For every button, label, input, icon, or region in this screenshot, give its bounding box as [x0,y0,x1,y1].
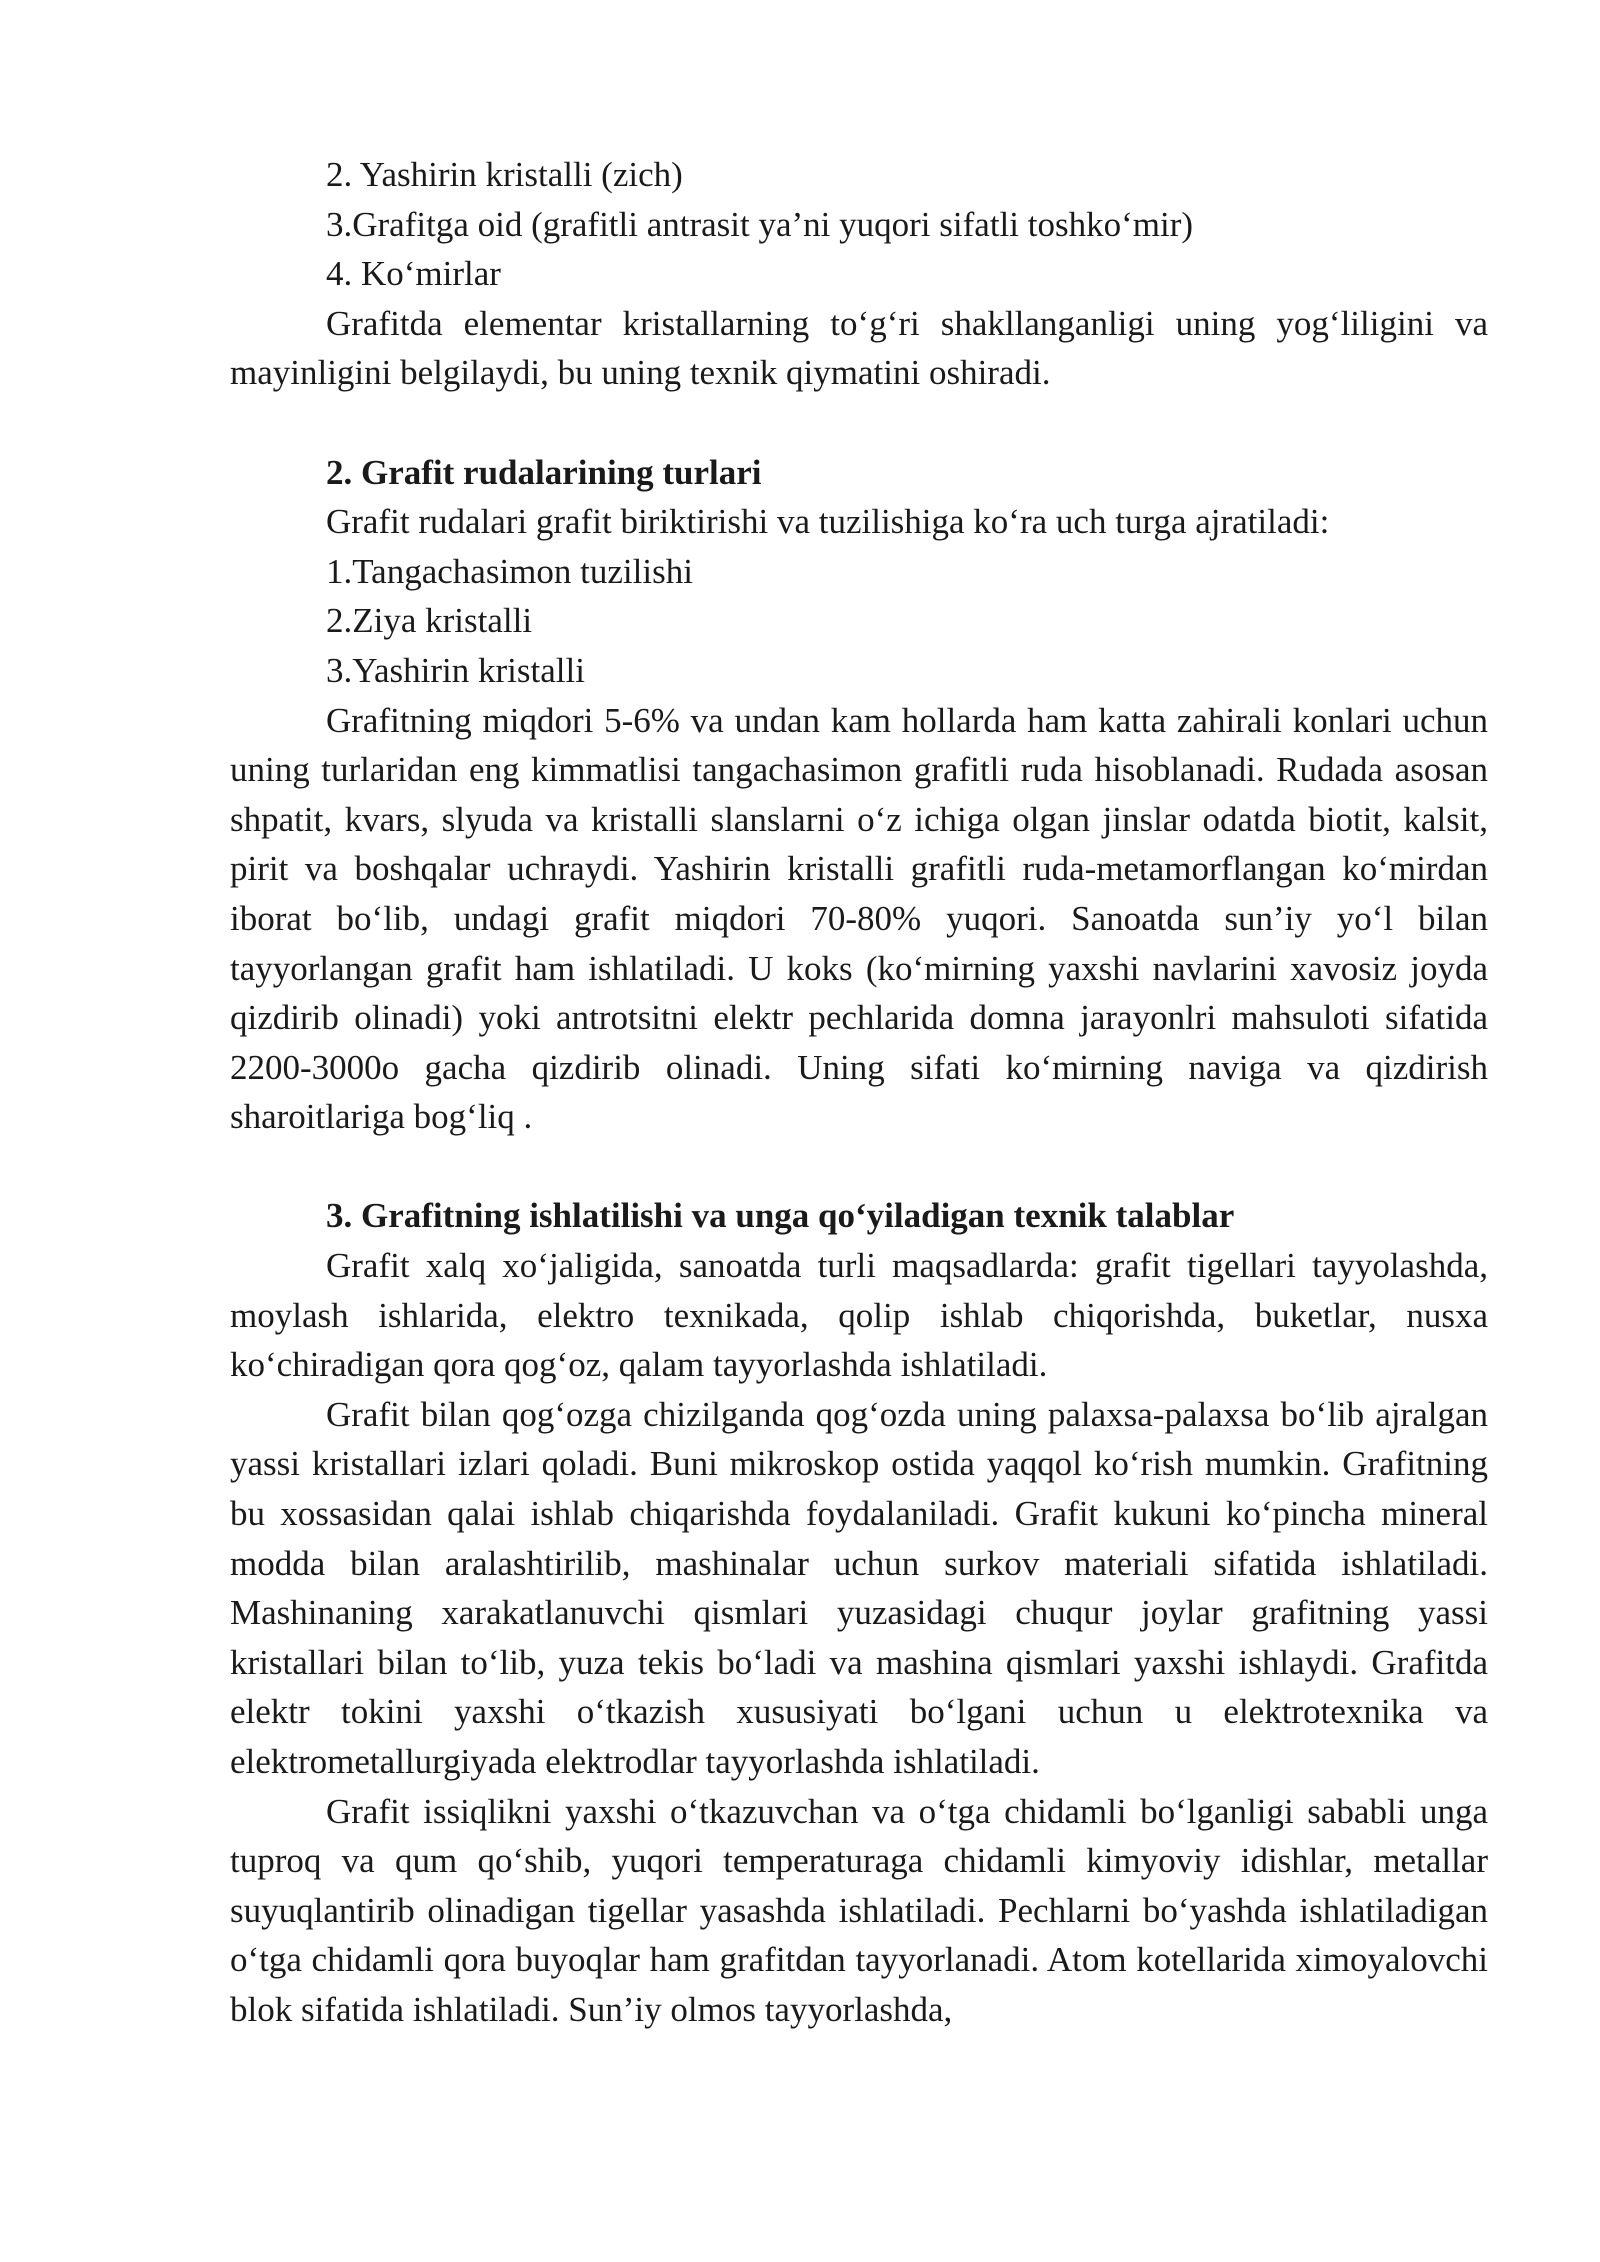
body-paragraph: Grafit bilan qog‘ozga chizilganda qog‘ozda uning palaxsa-palaxsa bo‘lib ajralgan yassi kristallari izlari qoladi. Buni mikroskop ostida yaqqol ko‘rish mumkin. Grafitning bu xossasidan qalai ishlab chiqarishda foydalaniladi. Grafit kukuni ko‘pincha mineral modda bilan aralashtirilib, mashinalar uchun surkov materiali sifatida ishlatiladi. Mashinaning xarakatlanuvchi qismlari yuzasidagi chuqur joylar grafitning yassi kristallari bilan to‘lib, yuza tekis bo‘ladi va mashina qismlari yaxshi ishlaydi. Grafitda elektr tokini yaxshi o‘tkazish xususiyati bo‘lgani uchun u elektrotexnika va elektrometallurgiyada elektrodlar tayyorlashda ishlatiladi. [230,1394,1488,1781]
list-item: 3.Grafitga oid (grafitli antrasit ya’ni yuqori sifatli toshko‘mir) [326,204,1194,244]
list-item: 2. Yashirin kristalli (zich) [326,155,683,194]
intro-paragraph: Grafitda elementar kristallarning to‘g‘ri shakllanganligi uning yog‘liligini va mayinligini belgilaydi, bu uning texnik qiymatini oshiradi. [230,303,1488,393]
list-item: 2.Ziya kristalli [326,601,533,641]
body-paragraph: Grafit xalq xo‘jaligida, sanoatda turli maqsadlarda: grafit tigellari tayyolashda, moylash ishlarida, elektro texnikada, qolip ishlab chiqorishda, buketlar, nusxa ko‘chiradigan qora qog‘oz, qalam tayyorlashda ishlatiladi. [230,1246,1488,1385]
section-heading: 3. Grafitning ishlatilishi va unga qo‘yiladigan texnik talablar [326,1196,1235,1236]
section-heading: 2. Grafit rudalarining turlari [326,452,762,492]
section-lead: Grafit rudalari grafit biriktirishi va tuzilishiga ko‘ra uch turga ajratiladi: [326,502,1330,542]
section-spacer [230,1142,1488,1192]
list-item: 3.Yashirin kristalli [326,650,585,690]
document-page [230,150,1488,2035]
section-spacer [230,398,1488,448]
list-item: 4. Ko‘mirlar [326,254,501,294]
list-item: 1.Tangachasimon tuzilishi [326,551,693,591]
body-paragraph: Grafit issiqlikni yaxshi o‘tkazuvchan va o‘tga chidamli bo‘lganligi sababli unga tuproq va qum qo‘shib, yuqori temperaturaga chidamli kimyoviy idishlar, metallar suyuqlantirib olinadigan tigellar yasashda ishlatiladi. Pechlarni bo‘yashda ishlatiladigan o‘tga chidamli qora buyoqlar ham grafitdan tayyorlanadi. Atom kotellarida ximoyalovchi blok sifatida ishlatiladi. Sun’iy olmos tayyorlashda, [230,1791,1488,2029]
body-paragraph: Grafitning miqdori 5-6% va undan kam hollarda ham katta zahirali konlari uchun uning turlaridan eng kimmatlisi tangachasimon grafitli ruda hisoblanadi. Rudada asosan shpatit, kvars, slyuda va kristalli slanslarni o‘z ichiga olgan jinslar odatda biotit, kalsit, pirit va boshqalar uchraydi. Yashirin kristalli grafitli ruda-metamorflangan ko‘mirdan iborat bo‘lib, undagi grafit miqdori 70-80% yuqori. Sanoatda sun’iy yo‘l bilan tayyorlangan grafit ham ishlatiladi. U koks (ko‘mirning yaxshi navlarini xavosiz joyda qizdirib olinadi) yoki antrotsitni elektr pechlarida domna jarayonlri mahsuloti sifatida 2200-3000o gacha qizdirib olinadi. Uning sifati ko‘mirning naviga va qizdirish sharoitlariga bog‘liq . [230,700,1488,1137]
